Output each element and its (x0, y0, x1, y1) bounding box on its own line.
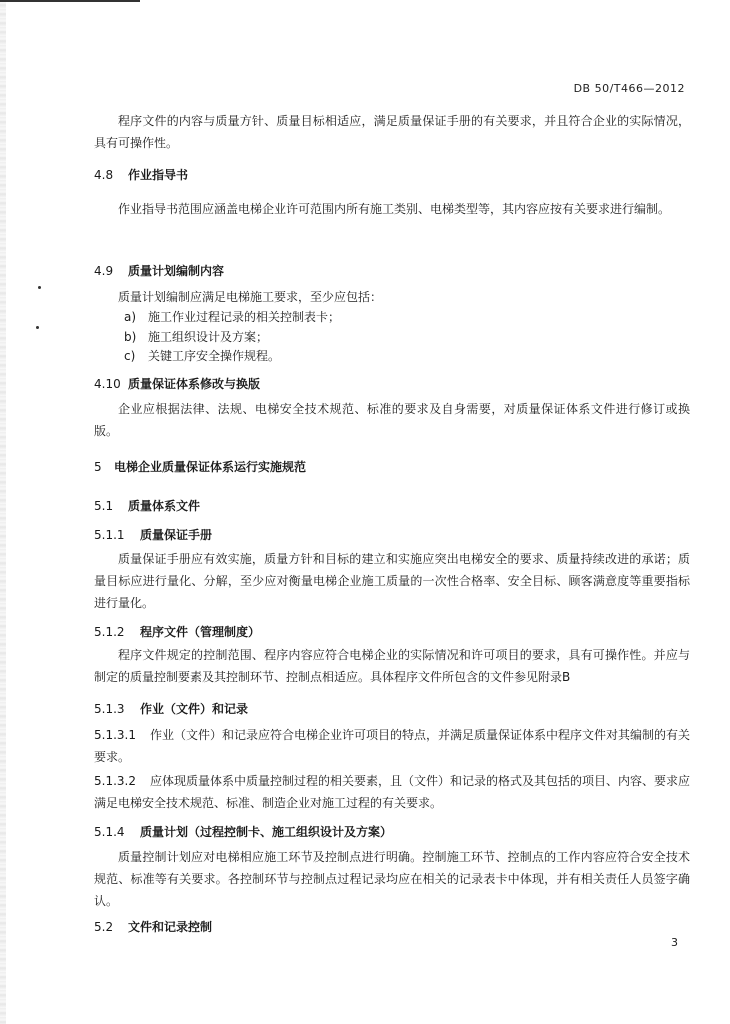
scan-speck (36, 326, 39, 329)
heading-5-1: 5.1 质量体系文件 (94, 499, 201, 513)
heading-5: 5 电梯企业质量保证体系运行实施规范 (94, 460, 307, 474)
top-rule (0, 0, 140, 2)
paragraph-4-7-continued: 程序文件的内容与质量方针、质量目标相适应，满足质量保证手册的有关要求，并且符合企业的实际情况，具有可操作性。 (94, 114, 690, 150)
heading-4-9: 4.9 质量计划编制内容 (94, 264, 225, 278)
paragraph-5-1-1: 质量保证手册应有效实施，质量方针和目标的建立和实施应突出电梯安全的要求、质量持续改进的承诺；质量目标应进行量化、分解，至少应对衡量电梯企业施工质量的一次性合格率、安全目标、顾客满意度等重要指标进行量化。 (94, 552, 690, 610)
heading-5-1-4: 5.1.4 质量计划（过程控制卡、施工组织设计及方案） (94, 825, 393, 839)
heading-4-10: 4.10 质量保证体系修改与换版 (94, 377, 261, 391)
paragraph-4-8: 作业指导书范围应涵盖电梯企业许可范围内所有施工类别、电梯类型等，其内容应按有关要求进行编制。 (118, 202, 671, 216)
scan-edge-shadow (0, 0, 6, 1024)
heading-5-2: 5.2 文件和记录控制 (94, 920, 213, 934)
heading-4-8: 4.8 作业指导书 (94, 168, 189, 182)
paragraph-5-1-3-2: 5.1.3.2 应体现质量体系中质量控制过程的相关要素，且（文件）和记录的格式及其包括的项目、内容、要求应满足电梯安全技术规范、标准、制造企业对施工过程的有关要求。 (94, 774, 691, 810)
paragraph-4-10: 企业应根据法律、法规、电梯安全技术规范、标准的要求及自身需要，对质量保证体系文件进行修订或换版。 (94, 402, 690, 438)
heading-5-1-3: 5.1.3 作业（文件）和记录 (94, 702, 249, 716)
paragraph-5-1-2: 程序文件规定的控制范围、程序内容应符合电梯企业的实际情况和许可项目的要求，具有可操作性。并应与制定的质量控制要素及其控制环节、控制点相适应。具体程序文件所包含的文件参见附录B (94, 648, 690, 684)
page-number: 3 (671, 936, 678, 949)
heading-5-1-1: 5.1.1 质量保证手册 (94, 528, 213, 542)
paragraph-5-1-4: 质量控制计划应对电梯相应施工环节及控制点进行明确。控制施工环节、控制点的工作内容应符合安全技术规范、标准等有关要求。各控制环节与控制点过程记录均应在相关的记录表卡中体现，并有相关责任人员签字确认。 (94, 850, 690, 908)
list-item: b) 施工组织设计及方案； (124, 330, 269, 344)
list-item: c) 关键工序安全操作规程。 (124, 349, 281, 363)
document-code: DB 50/T466—2012 (573, 82, 685, 95)
list-item: a) 施工作业过程记录的相关控制表卡； (124, 310, 341, 324)
heading-5-1-2: 5.1.2 程序文件（管理制度） (94, 625, 261, 639)
paragraph-4-9-intro: 质量计划编制应满足电梯施工要求，至少应包括： (118, 290, 383, 304)
scan-speck (38, 286, 41, 289)
paragraph-5-1-3-1: 5.1.3.1 作业（文件）和记录应符合电梯企业许可项目的特点，并满足质量保证体系中程序文件对其编制的有关要求。 (94, 728, 691, 764)
